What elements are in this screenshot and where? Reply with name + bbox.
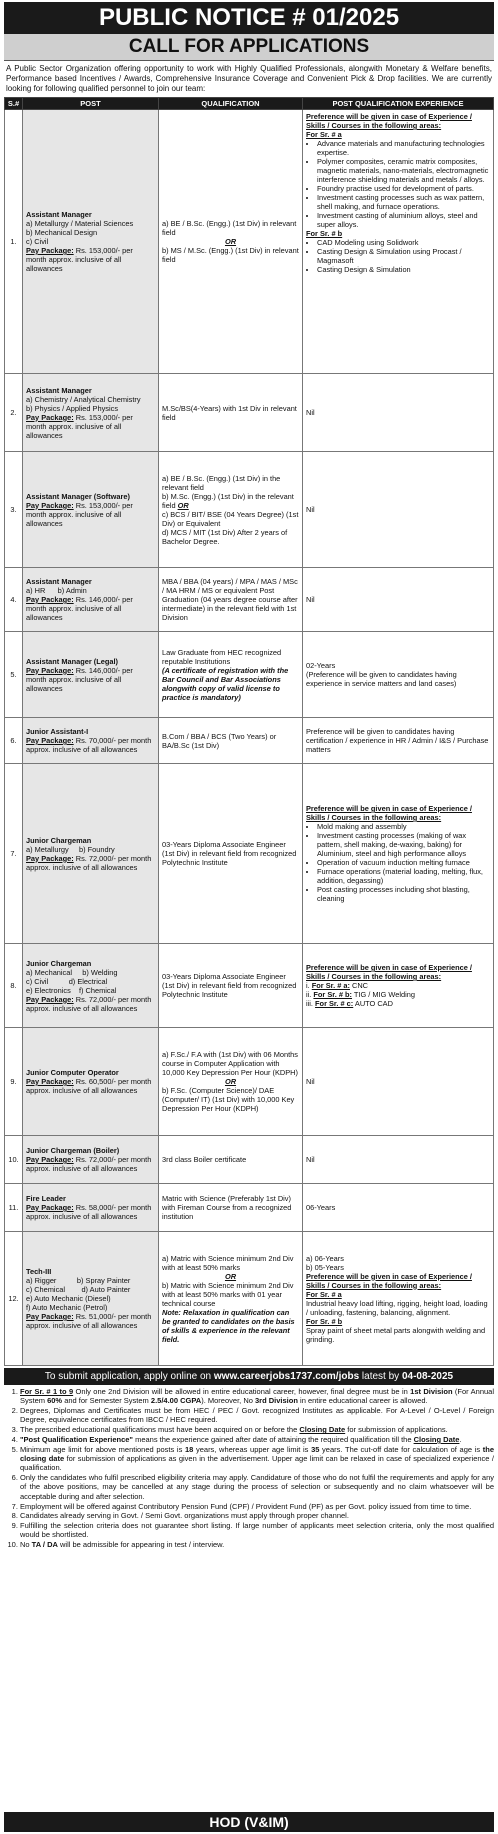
table-row bbox=[5, 1028, 494, 1136]
post-title: Assistant Manager bbox=[26, 385, 92, 395]
submit-date: 04-08-2025 bbox=[401, 1371, 454, 1382]
post-title: Assistant Manager (Legal) bbox=[26, 656, 118, 666]
pay-text: Rs. 146,000/- per month approx. inclusive of all allowances bbox=[26, 665, 133, 693]
pay-text: Rs. 153,000/- per month approx. inclusive of all allowances bbox=[26, 500, 133, 528]
pay-label: Pay Package: bbox=[26, 1155, 74, 1164]
qualification-line: Law Graduate from HEC recognized reputable Institutions bbox=[162, 647, 282, 666]
pay-label: Pay Package: bbox=[26, 412, 74, 422]
experience-label: For Sr. # c: bbox=[315, 999, 354, 1008]
list-item: • Post casting processes including shot blasting, cleaning bbox=[317, 885, 490, 903]
row-qualification: 03-Years Diploma Associate Engineer (1st Div) in relevant field from recognized Polytechnic Institute bbox=[159, 764, 303, 944]
table-row bbox=[5, 452, 494, 568]
note-bold: 2.5/4.00 CGPA bbox=[150, 1396, 202, 1406]
table-row bbox=[5, 110, 494, 374]
row-qualification: M.Sc/BS(4-Years) with 1st Div in relevant field bbox=[159, 374, 303, 452]
post-line: c) Civil bbox=[26, 237, 49, 246]
pay-label: Pay Package: bbox=[26, 665, 74, 675]
row-experience: 06-Years bbox=[303, 1184, 494, 1232]
note-bold: 35 bbox=[311, 1444, 320, 1454]
row-sr: 12. bbox=[5, 1232, 23, 1366]
table-row bbox=[5, 632, 494, 718]
row-qualification: 03-Years Diploma Associate Engineer (1st Div) in relevant field from recognized Polytechnic Institute bbox=[159, 944, 303, 1028]
row-experience: Nil bbox=[303, 1136, 494, 1184]
notice-subtitle: CALL FOR APPLICATIONS bbox=[4, 34, 494, 61]
row-sr: 2. bbox=[5, 374, 23, 452]
list-item: • Investment casting processes such as wax pattern, shell making, and furnace operations. bbox=[317, 193, 490, 211]
note-item: 7. Employment will be offered against Contributory Pension Fund (CPF) / Provident Fund (PF) as per Govt. policy issued from time to time. bbox=[20, 1502, 494, 1511]
post-line: a) Rigger b) Spray Painter bbox=[26, 1276, 131, 1285]
table-row bbox=[5, 718, 494, 764]
note-text: No bbox=[20, 1540, 32, 1550]
notice-title: PUBLIC NOTICE # 01/2025 bbox=[4, 2, 494, 34]
header-sr: S.# bbox=[5, 98, 23, 110]
or-separator: OR bbox=[224, 1271, 237, 1281]
pay-text: Rs. 146,000/- per month approx. inclusive of all allowances bbox=[26, 595, 133, 622]
post-title: Junior Assistant-I bbox=[26, 727, 89, 736]
experience-years: a) 06-Years bbox=[306, 1253, 344, 1263]
row-experience: Preference will be given to candidates having certification / experience in HR / Admin / I&S / Purchase matters bbox=[303, 718, 494, 764]
pay-label: Pay Package: bbox=[26, 853, 74, 863]
row-sr: 6. bbox=[5, 718, 23, 764]
qualification-line: d) MCS / MIT (1st Div) After 2 years of Bachelor Degree. bbox=[162, 527, 288, 546]
row-experience bbox=[303, 632, 494, 718]
signature-footer: HOD (V&IM) bbox=[4, 1812, 494, 1832]
note-item bbox=[20, 1425, 494, 1434]
note-text: years. The cut-off date for calculation of age is bbox=[319, 1444, 483, 1454]
note-text: for submission of applications. bbox=[345, 1425, 448, 1435]
note-text: and for Semester System bbox=[62, 1396, 151, 1406]
pay-package bbox=[26, 501, 155, 528]
pay-package bbox=[26, 666, 155, 693]
row-post bbox=[23, 452, 159, 568]
or-separator: OR bbox=[177, 500, 189, 510]
jobs-table bbox=[4, 97, 494, 1366]
or-separator: OR bbox=[224, 237, 237, 246]
pay-package bbox=[26, 854, 155, 872]
post-title: Assistant Manager bbox=[26, 577, 92, 586]
row-experience: Nil bbox=[303, 452, 494, 568]
experience-subheading: For Sr. # b bbox=[306, 1316, 343, 1326]
table-row bbox=[5, 568, 494, 632]
post-line: a) HR b) Admin bbox=[26, 586, 87, 595]
note-text: in entire educational career is allowed. bbox=[297, 1396, 428, 1406]
post-title: Junior Computer Operator bbox=[26, 1068, 119, 1077]
pay-package bbox=[26, 1155, 155, 1173]
pay-package bbox=[26, 1077, 155, 1095]
note-bold: 18 bbox=[184, 1444, 194, 1454]
row-experience bbox=[303, 1232, 494, 1366]
pay-text: Rs. 72,000/- per month approx. inclusive of all allowances bbox=[26, 1155, 152, 1173]
row-sr: 10. bbox=[5, 1136, 23, 1184]
qualification-line: a) Matric with Science minimum 2nd Div with at least 50% marks bbox=[162, 1253, 294, 1272]
experience-heading: Preference will be given in case of Experience / Skills / Courses in the following areas: bbox=[306, 1271, 472, 1290]
experience-line: ii. For Sr. # b: TIG / MIG Welding bbox=[306, 990, 415, 999]
row-sr: 1. bbox=[5, 110, 23, 374]
note-item bbox=[20, 1387, 494, 1406]
row-sr: 7. bbox=[5, 764, 23, 944]
post-title: Assistant Manager bbox=[26, 210, 92, 219]
list-item: • CAD Modeling using Solidwork bbox=[317, 238, 490, 247]
pay-text: Rs. 153,000/- per month approx. inclusive of all allowances bbox=[26, 246, 133, 273]
experience-line: iii. For Sr. # c: AUTO CAD bbox=[306, 999, 393, 1008]
pay-package bbox=[26, 413, 155, 440]
post-line: a) Mechanical b) Welding bbox=[26, 967, 118, 977]
note-item bbox=[20, 1445, 494, 1473]
post-title: Junior Chargeman (Boiler) bbox=[26, 1146, 120, 1155]
pay-label: Pay Package: bbox=[26, 736, 74, 745]
pay-text: Rs. 70,000/- per month approx. inclusive of all allowances bbox=[26, 736, 152, 754]
pay-package bbox=[26, 736, 155, 754]
note-item: 2. Degrees, Diplomas and Certificates must be from HEC / PEC / Govt. recognized Institutes as applicable. For A-Level / O-Level / Foreign Degree, equivalence certificates from IBCC / HEC required. bbox=[20, 1406, 494, 1425]
note-text: Minimum age limit for above mentioned posts is bbox=[20, 1444, 185, 1454]
post-line: e) Electronics f) Chemical bbox=[26, 985, 117, 995]
pay-text: Rs. 72,000/- per month approx. inclusive of all allowances bbox=[26, 853, 152, 872]
table-row bbox=[5, 374, 494, 452]
row-experience: Nil bbox=[303, 1028, 494, 1136]
list-item: • Advance materials and manufacturing technologies expertise. bbox=[317, 139, 490, 157]
note-text: will be admissible for appearing in test / interview. bbox=[57, 1540, 225, 1550]
note-text: for submission of applications as given in the advertisement. Upper age limit can be relaxed in case of specialized experience / qualification. bbox=[20, 1454, 494, 1473]
note-bold: Closing Date bbox=[299, 1425, 346, 1435]
list-item: • Casting Design & Simulation using Procast / Magmasoft bbox=[317, 247, 490, 265]
notes-list bbox=[4, 1387, 494, 1550]
row-post bbox=[23, 944, 159, 1028]
row-sr: 5. bbox=[5, 632, 23, 718]
experience-text: CNC bbox=[349, 981, 369, 990]
qualification-text: b) M.Sc. (Engg.) (1st Div) in the relevant field bbox=[162, 491, 294, 510]
qualification-line: c) BCS / BIT/ BSE (04 Years Degree) (1st Div) or Equivalent bbox=[162, 509, 299, 528]
list-item: • Operation of vacuum induction melting furnace bbox=[317, 858, 490, 867]
experience-line: i. For Sr. # a: CNC bbox=[306, 981, 369, 990]
row-qualification bbox=[159, 632, 303, 718]
post-line: e) Auto Mechanic (Diesel) bbox=[26, 1294, 111, 1303]
note-bold: 3rd Division bbox=[255, 1396, 298, 1406]
experience-heading: Preference will be given in case of Experience / Skills / Courses in the following areas: bbox=[306, 112, 472, 130]
note-text: Only one 2nd Division will be allowed in entire educational career, however, final degree must be in bbox=[73, 1387, 411, 1396]
row-post bbox=[23, 568, 159, 632]
note-bold: "Post Qualification Experience" bbox=[20, 1434, 133, 1444]
post-line: c) Civil d) Electrical bbox=[26, 976, 108, 986]
pay-package bbox=[26, 995, 155, 1013]
qualification-line bbox=[162, 492, 299, 510]
experience-text: AUTO CAD bbox=[353, 999, 393, 1008]
intro-paragraph: A Public Sector Organization offering opportunity to work with Highly Qualified Professionals, alongwith Monetary & Welfare benefits, Performance based Incentives / Awards, Comprehensive Insurance Coverage and Convenient Pick & Drop facilities. We are currently looking for following qualified personnel to join our team: bbox=[6, 64, 492, 93]
header-experience: POST QUALIFICATION EXPERIENCE bbox=[303, 98, 494, 110]
note-bold: Closing Date bbox=[413, 1434, 460, 1444]
note-item bbox=[20, 1540, 494, 1549]
post-title: Junior Chargeman bbox=[26, 958, 92, 968]
qualification-line: b) MS / M.Sc. (Engg.) (1st Div) in relevant field bbox=[162, 246, 299, 264]
experience-heading: Preference will be given in case of Experience / Skills / Courses in the following areas: bbox=[306, 804, 472, 822]
qualification-line: b) F.Sc. (Computer Science)/ DAE (Computer/ IT) (1st Div) with 10,000 Key Depression Per Hour (KDPH) bbox=[162, 1086, 295, 1113]
row-qualification: Matric with Science (Preferably 1st Div) with Fireman Course from a recognized institution bbox=[159, 1184, 303, 1232]
header-post: POST bbox=[23, 98, 159, 110]
row-post bbox=[23, 1184, 159, 1232]
pay-text: Rs. 60,500/- per month approx. inclusive of all allowances bbox=[26, 1077, 152, 1095]
table-row bbox=[5, 764, 494, 944]
row-qualification: 3rd class Boiler certificate bbox=[159, 1136, 303, 1184]
submit-prefix: To submit application, apply online on bbox=[44, 1371, 214, 1382]
note-text: . bbox=[459, 1434, 462, 1444]
post-line: a) Chemistry / Analytical Chemistry bbox=[26, 394, 141, 404]
list-item: • Casting Design & Simulation bbox=[317, 265, 490, 274]
row-qualification: MBA / BBA (04 years) / MPA / MAS / MSc / MA HRM / MS or equivalent Post Graduation (04 years degree course after intermediate) in the relevant field with 1st Division bbox=[159, 568, 303, 632]
row-qualification bbox=[159, 110, 303, 374]
experience-years: 02-Years bbox=[306, 661, 336, 670]
experience-text: Industrial heavy load lifting, rigging, height load, loading / unloading, fastening, balancing, alignment. bbox=[306, 1298, 488, 1317]
note-item: 8. Candidates already serving in Govt. / Semi Govt. organizations must apply through proper channel. bbox=[20, 1511, 494, 1520]
pay-package bbox=[26, 595, 155, 622]
post-title: Assistant Manager (Software) bbox=[26, 491, 130, 501]
qualification-note: (A certificate of registration with the Bar Council and Bar Associations alongwith copy of valid license to practice is mandatory) bbox=[162, 665, 289, 702]
row-post bbox=[23, 1136, 159, 1184]
row-experience bbox=[303, 764, 494, 944]
pay-label: Pay Package: bbox=[26, 994, 74, 1004]
list-item: • Mold making and assembly bbox=[317, 822, 490, 831]
table-header-row bbox=[5, 98, 494, 110]
list-item: • Foundry practise used for development of parts. bbox=[317, 184, 490, 193]
experience-heading: Preference will be given in case of Experience / Skills / Courses in the following areas: bbox=[306, 963, 472, 981]
note-bold: the closing date bbox=[20, 1444, 494, 1464]
note-text: means the experience gained after date of attaining the required qualification till the bbox=[132, 1434, 414, 1444]
post-line: f) Auto Mechanic (Petrol) bbox=[26, 1303, 108, 1312]
note-text: ). Moreover, No bbox=[201, 1396, 255, 1406]
experience-text: Spray paint of sheet metal parts alongwith welding and grinding. bbox=[306, 1325, 486, 1344]
qualification-note: Note: Relaxation in qualification can be granted to candidates on the basis of skills & experience in the relevant field. bbox=[162, 1307, 295, 1344]
row-experience bbox=[303, 110, 494, 374]
table-row bbox=[5, 1232, 494, 1366]
or-separator: OR bbox=[224, 1077, 237, 1086]
experience-label: For Sr. # b: bbox=[313, 990, 353, 999]
row-post bbox=[23, 374, 159, 452]
row-experience bbox=[303, 944, 494, 1028]
row-sr: 11. bbox=[5, 1184, 23, 1232]
submit-banner bbox=[4, 1368, 494, 1385]
row-qualification bbox=[159, 1232, 303, 1366]
post-title: Junior Chargeman bbox=[26, 835, 92, 845]
row-qualification bbox=[159, 452, 303, 568]
list-item: • Investment casting of aluminium alloys, steel and super alloys. bbox=[317, 211, 490, 229]
post-line: a) Metallurgy b) Foundry bbox=[26, 844, 115, 854]
row-post bbox=[23, 764, 159, 944]
pay-label: Pay Package: bbox=[26, 595, 74, 604]
pay-package bbox=[26, 1312, 155, 1330]
qualification-line: a) BE / B.Sc. (Engg.) (1st Div) in the relevant field bbox=[162, 473, 281, 492]
row-post bbox=[23, 110, 159, 374]
note-bold: 1st Division bbox=[410, 1387, 453, 1396]
row-sr: 9. bbox=[5, 1028, 23, 1136]
post-line: b) Mechanical Design bbox=[26, 228, 98, 237]
row-qualification: B.Com / BBA / BCS (Two Years) or BA/B.Sc (1st Div) bbox=[159, 718, 303, 764]
post-line: a) Metallurgy / Material Sciences bbox=[26, 219, 134, 228]
row-sr: 4. bbox=[5, 568, 23, 632]
note-item: 6. Only the candidates who fulfil prescribed eligibility criteria may apply. Candidature of those who do not fulfil the requirements and apply for any of the above positions, may be cancelled at any stage during the process of selection or subsequently and no claim whatsoever will be acceptable during and after selection. bbox=[20, 1473, 494, 1501]
list-item: • Polymer composites, ceramic matrix composites, magnetic materials, nano-materials, electromagnetic interference shielding materials and metals / alloys. bbox=[317, 157, 490, 184]
note-text: (For Annual System bbox=[20, 1387, 494, 1406]
qualification-line: b) Matric with Science minimum 2nd Div with at least 50% marks with 01 year technical course bbox=[162, 1280, 294, 1308]
note-bold: TA / DA bbox=[31, 1540, 58, 1550]
post-title: Fire Leader bbox=[26, 1194, 66, 1203]
table-row bbox=[5, 944, 494, 1028]
pay-text: Rs. 58,000/- per month approx. inclusive of all allowances bbox=[26, 1203, 152, 1221]
header-qualification: QUALIFICATION bbox=[159, 98, 303, 110]
row-post bbox=[23, 1028, 159, 1136]
list-item: • Investment casting processes (making of wax pattern, shell making, de-waxing, baking) for Aluminium, steel and high performance alloys bbox=[317, 831, 490, 858]
note-text: years, whereas upper age limit is bbox=[193, 1444, 312, 1454]
table-row bbox=[5, 1184, 494, 1232]
note-text: The prescribed educational qualifications must have been acquired on or before the bbox=[20, 1425, 300, 1435]
post-line: c) Chemical d) Auto Painter bbox=[26, 1285, 131, 1294]
qualification-line: a) F.Sc./ F.A with (1st Div) with 06 Months course in Computer Application with 10,000 Key Depression Per Hour (KDPH) bbox=[162, 1050, 298, 1077]
note-bold: 60% bbox=[47, 1396, 63, 1406]
experience-years: b) 05-Years bbox=[306, 1262, 344, 1272]
submit-suffix: latest by bbox=[359, 1371, 402, 1382]
experience-text: TIG / MIG Welding bbox=[352, 990, 415, 999]
experience-subheading: For Sr. # b bbox=[306, 229, 343, 238]
post-line: b) Physics / Applied Physics bbox=[26, 403, 119, 413]
experience-subheading: For Sr. # a bbox=[306, 1289, 342, 1299]
row-qualification bbox=[159, 1028, 303, 1136]
pay-label: Pay Package: bbox=[26, 1312, 74, 1321]
post-title: Tech-III bbox=[26, 1267, 52, 1276]
table-row bbox=[5, 1136, 494, 1184]
experience-subheading: For Sr. # a bbox=[306, 130, 342, 139]
row-experience: Nil bbox=[303, 374, 494, 452]
pay-text: Rs. 51,000/- per month approx. inclusive of all allowances bbox=[26, 1312, 152, 1330]
pay-label: Pay Package: bbox=[26, 1203, 74, 1212]
note-item bbox=[20, 1435, 494, 1444]
pay-label: Pay Package: bbox=[26, 246, 74, 255]
experience-text: (Preference will be given to candidates having experience in service matters and land cases) bbox=[306, 670, 457, 688]
experience-label: For Sr. # a: bbox=[311, 981, 350, 990]
pay-package bbox=[26, 246, 155, 273]
list-item: • Furnace operations (material loading, melting, flux, addition, degassing) bbox=[317, 867, 490, 885]
row-sr: 3. bbox=[5, 452, 23, 568]
pay-label: Pay Package: bbox=[26, 1077, 74, 1086]
row-post bbox=[23, 1232, 159, 1366]
note-bold: For Sr. # 1 to 9 bbox=[20, 1387, 74, 1396]
pay-text: Rs. 153,000/- per month approx. inclusive of all allowances bbox=[26, 412, 133, 440]
row-sr: 8. bbox=[5, 944, 23, 1028]
qualification-line: a) BE / B.Sc. (Engg.) (1st Div) in relevant field bbox=[162, 219, 297, 237]
pay-package bbox=[26, 1203, 155, 1221]
pay-text: Rs. 72,000/- per month approx. inclusive of all allowances bbox=[26, 994, 152, 1013]
row-experience: Nil bbox=[303, 568, 494, 632]
row-post bbox=[23, 718, 159, 764]
pay-label: Pay Package: bbox=[26, 500, 74, 510]
row-post bbox=[23, 632, 159, 718]
note-item: 9. Fulfilling the selection criteria does not guarantee short listing. If large number of applicants meet selection criteria, only the most qualified would be shortlisted. bbox=[20, 1521, 494, 1540]
submit-url-link[interactable]: www.careerjobs1737.com/jobs bbox=[213, 1371, 360, 1382]
